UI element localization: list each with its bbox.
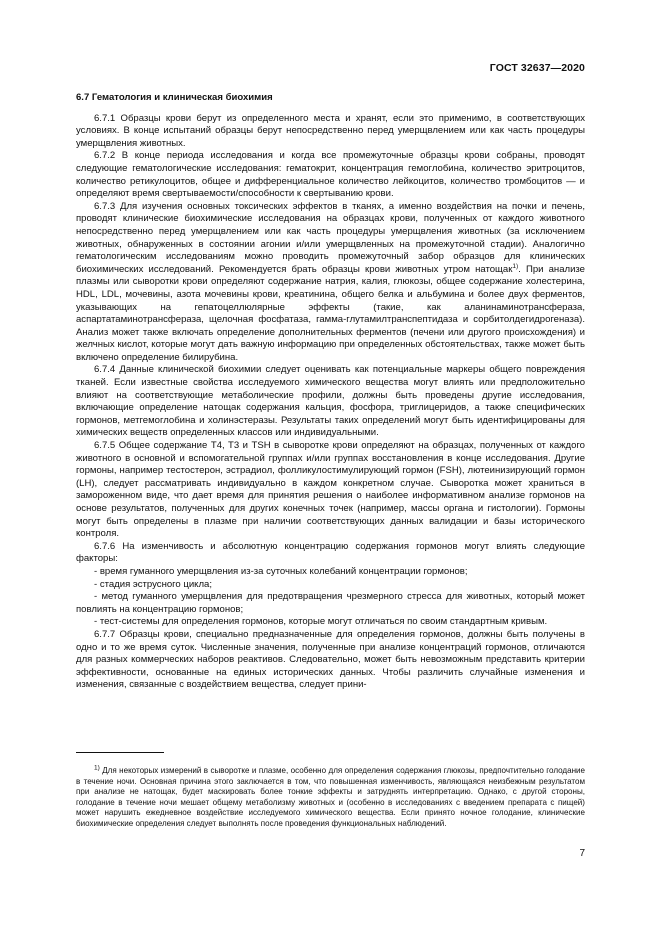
footnote-text: Для некоторых измерений в сыворотке и плазме, особенно для определения содержания глюкозы, предпочтительно голодание в течение ночи. Основная причина этого заключается в том, что повышенная изменчивость, являющаяся неизбежным результатом при анализе не натощак, будет маскировать более тонкие эффекты и затруднять интерпретацию. Однако, с другой стороны, голодание в течение ночи мешает общему метаболизму животных и (особенно в исследованиях с введением препарата с пищей) может нарушить ежедневное воздействие исследуемого химического вещества. Если принято ночное голодание, клинические биохимические определения следует выполнять после проведения функциональных наблюдений. [76,766,585,828]
footnote-reference[interactable]: 1) [512,262,519,270]
paragraph-6-7-7: 6.7.7 Образцы крови, специально предназначенные для определения гормонов, должны быть получены в одно и то же время суток. Численные значения, полученные при анализе концентраций гормонов, отличаются для разных коммерческих наборов реактивов. Следовательно, может быть невозможным представить критерии эффективности, основанные на единых исторических данных. Чтобы различить случайные изменения и изменения, связанные с воздействием вещества, следует прини- [76,628,585,691]
paragraph-6-7-6: 6.7.6 На изменчивость и абсолютную концентрацию содержания гормонов могут влиять следующие факторы: [76,540,585,565]
factor-list-item: - тест-системы для определения гормонов, которые могут отличаться по своим стандартным кривым. [94,616,548,628]
page-number: 7 [579,848,585,859]
factor-list-item: - время гуманного умерщвления из-за суточных колебаний концентрации гормонов; [94,565,468,577]
paragraph-6-7-3-part-a: 6.7.3 Для изучения основных токсических эффектов в тканях, а именно воздействия на почки и печень, проводят клинические биохимические исследования на образцах крови, полученных от каждого животного непосредственно перед умерщвлением или как часть процедуры умерщвления животных (за исключением животных, обнаруженных в состоянии агонии и/или умерщвленных на промежуточной стадии). Аналогично гематологическим исследованиям можно проводить промежуточный забор образцов для клинических биохимических исследований. Рекомендуется брать образцы крови животных утром натощак [76,200,585,275]
paragraph-6-7-5: 6.7.5 Общее содержание T4, T3 и TSH в сыворотке крови определяют на образцах, полученных от каждого животного в основной и вспомогательной группах и/или группах восстановления в конце исследования. Другие гормоны, например тестостерон, эстрадиол, фолликулостимулирующий гормон (FSH), лютеинизирующий гормон (LH), следует рассматривать индивидуально в каждом конкретном случае. Сыворотка может храниться в замороженном виде, что дает время для принятия решения о наиболее информативном анализе гормонов на основе результатов, полученных для других конечных точек (например, массы органа и гистологии). Гормоны могут быть определены в плазме при наличии соответствующих данных валидации и базы исторического контроля. [76,440,585,540]
paragraph-6-7-4: 6.7.4 Данные клинической биохимии следует оценивать как потенциальные маркеры общего повреждения тканей. Если известные свойства исследуемого химического вещества могут влиять или предположительно влияют на соответствующие метаболические профили, должны быть проведены другие исследования, включающие определение натощак содержания кальция, фосфора, триглицеридов, а также специфических гормонов, метгемоглобина и холинэстеразы. Результаты таких определений могут быть идентифицированы для химических веществ определенных классов или индивидуальными. [76,364,585,439]
factor-list-item: - стадия эструсного цикла; [94,578,212,590]
footnote-divider [76,752,164,753]
doc-code-header: ГОСТ 32637—2020 [489,62,585,74]
paragraph-6-7-3 [76,201,585,365]
paragraph-6-7-3-part-b: . При анализе плазмы или сыворотки крови определяют содержание натрия, калия, глюкозы, общее содержание холестерина, HDL, LDL, мочевины, азота мочевины крови, креатинина, общего белка и альбумина и более двух ферментов, указывающих на гепатоцеллюлярные эффекты (такие, как аланинаминотрансфераза, аспартатаминотрансфераза, щелочная фосфатаза, гамма-глутамилтранспептидаза и сорбитолдегидрогеназа). Анализ может также включать определение дополнительных ферментов (печени или другого происхождения) и желчных кислот, которые могут дать важную информацию при определенных обстоятельствах, также может быть включено определение билирубина. [76,263,585,363]
factor-list-item: - метод гуманного умерщвления для предотвращения чрезмерного стресса для животных, который может повлиять на концентрацию гормонов; [76,591,585,615]
document-body [76,92,585,692]
section-title: 6.7 Гематология и клиническая биохимия [76,92,273,103]
footnote [76,766,585,829]
footnote-marker: 1) [94,764,100,772]
paragraph-6-7-2: 6.7.2 В конце периода исследования и когда все промежуточные образцы крови собраны, проводят следующие гематологические исследования: гематокрит, концентрация гемоглобина, количество эритроцитов, количество ретикулоцитов, общее и дифференциальное количество лейкоцитов, количество тромбоцитов — и определяют время свертываемости/способности к свертыванию крови. [76,150,585,200]
paragraph-6-7-1: 6.7.1 Образцы крови берут из определенного места и хранят, если это применимо, в соответствующих условиях. В конце испытаний образцы берут непосредственно перед умерщвлением или как часть процедуры умерщвления животных. [76,112,585,149]
